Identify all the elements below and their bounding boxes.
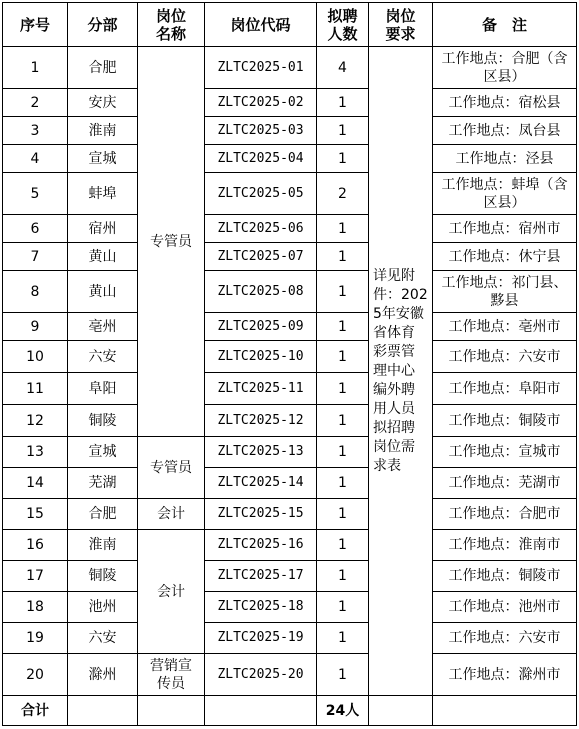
cell-post-code: ZLTC2025-07 [205, 243, 317, 271]
cell-dept: 黄山 [68, 243, 138, 271]
cell-post-code: ZLTC2025-20 [205, 654, 317, 696]
cell-post-code: ZLTC2025-05 [205, 173, 317, 215]
table-row [3, 89, 577, 117]
cell-count: 1 [317, 215, 369, 243]
cell-note: 工作地点：宣城市 [433, 437, 577, 468]
cell-note: 工作地点：池州市 [433, 592, 577, 623]
cell-dept: 黄山 [68, 271, 138, 313]
table-row [3, 654, 577, 696]
total-row [3, 696, 577, 726]
empty-cell [68, 696, 138, 726]
cell-dept: 安庆 [68, 89, 138, 117]
cell-dept: 六安 [68, 623, 138, 654]
cell-seq: 20 [3, 654, 68, 696]
table-row [3, 117, 577, 145]
cell-note: 工作地点：亳州市 [433, 313, 577, 341]
cell-post-code: ZLTC2025-17 [205, 561, 317, 592]
cell-post-name: 会计 [138, 530, 205, 654]
cell-dept: 合肥 [68, 47, 138, 89]
header-row [3, 3, 577, 47]
cell-seq: 11 [3, 373, 68, 405]
cell-note: 工作地点：蚌埠（含区县） [433, 173, 577, 215]
cell-post-code: ZLTC2025-03 [205, 117, 317, 145]
header-post-name: 岗位名称 [138, 3, 205, 47]
cell-seq: 15 [3, 499, 68, 530]
table-row [3, 243, 577, 271]
cell-note: 工作地点：宿松县 [433, 89, 577, 117]
cell-dept: 池州 [68, 592, 138, 623]
cell-post-code: ZLTC2025-10 [205, 341, 317, 373]
recruitment-table [2, 2, 577, 726]
cell-note: 工作地点：阜阳市 [433, 373, 577, 405]
cell-seq: 19 [3, 623, 68, 654]
empty-cell [205, 696, 317, 726]
cell-count: 1 [317, 623, 369, 654]
empty-cell [433, 696, 577, 726]
cell-count: 1 [317, 499, 369, 530]
cell-seq: 6 [3, 215, 68, 243]
cell-count: 1 [317, 405, 369, 437]
table-row [3, 47, 577, 89]
cell-dept: 蚌埠 [68, 173, 138, 215]
cell-count: 1 [317, 373, 369, 405]
empty-cell [369, 696, 433, 726]
cell-post-code: ZLTC2025-08 [205, 271, 317, 313]
cell-post-code: ZLTC2025-18 [205, 592, 317, 623]
header-requirement: 岗位要求 [369, 3, 433, 47]
cell-seq: 3 [3, 117, 68, 145]
cell-count: 1 [317, 530, 369, 561]
table-row [3, 405, 577, 437]
table-row [3, 215, 577, 243]
table-row [3, 530, 577, 561]
total-count: 24人 [317, 696, 369, 726]
cell-count: 1 [317, 341, 369, 373]
header-note: 备 注 [433, 3, 577, 47]
cell-post-name: 营销宣传员 [138, 654, 205, 696]
table-row [3, 313, 577, 341]
total-label: 合计 [3, 696, 68, 726]
cell-count: 1 [317, 313, 369, 341]
cell-post-code: ZLTC2025-14 [205, 468, 317, 499]
cell-count: 1 [317, 89, 369, 117]
cell-post-code: ZLTC2025-04 [205, 145, 317, 173]
cell-seq: 10 [3, 341, 68, 373]
cell-count: 1 [317, 561, 369, 592]
cell-dept: 六安 [68, 341, 138, 373]
cell-count: 4 [317, 47, 369, 89]
cell-note: 工作地点：宿州市 [433, 215, 577, 243]
cell-seq: 5 [3, 173, 68, 215]
cell-seq: 13 [3, 437, 68, 468]
cell-dept: 宣城 [68, 145, 138, 173]
cell-note: 工作地点：合肥市 [433, 499, 577, 530]
cell-dept: 阜阳 [68, 373, 138, 405]
cell-seq: 14 [3, 468, 68, 499]
cell-count: 1 [317, 243, 369, 271]
cell-note: 工作地点：铜陵市 [433, 405, 577, 437]
cell-dept: 宣城 [68, 437, 138, 468]
cell-post-name: 会计 [138, 499, 205, 530]
cell-post-name: 专管员 [138, 47, 205, 437]
cell-dept: 铜陵 [68, 405, 138, 437]
cell-note: 工作地点：泾县 [433, 145, 577, 173]
table-row [3, 468, 577, 499]
cell-dept: 宿州 [68, 215, 138, 243]
cell-requirement: 详见附件：2025年安徽省体育彩票管理中心编外聘用人员拟招聘岗位需求表 [369, 47, 433, 696]
cell-note: 工作地点：凤台县 [433, 117, 577, 145]
cell-post-code: ZLTC2025-09 [205, 313, 317, 341]
header-dept: 分部 [68, 3, 138, 47]
cell-post-code: ZLTC2025-16 [205, 530, 317, 561]
cell-post-code: ZLTC2025-06 [205, 215, 317, 243]
cell-dept: 芜湖 [68, 468, 138, 499]
cell-dept: 合肥 [68, 499, 138, 530]
cell-seq: 2 [3, 89, 68, 117]
cell-note: 工作地点：芜湖市 [433, 468, 577, 499]
cell-post-code: ZLTC2025-19 [205, 623, 317, 654]
table-row [3, 592, 577, 623]
cell-dept: 亳州 [68, 313, 138, 341]
cell-note: 工作地点：六安市 [433, 341, 577, 373]
table-row [3, 173, 577, 215]
cell-post-code: ZLTC2025-12 [205, 405, 317, 437]
cell-count: 1 [317, 117, 369, 145]
cell-note: 工作地点：休宁县 [433, 243, 577, 271]
cell-seq: 1 [3, 47, 68, 89]
table-row [3, 145, 577, 173]
cell-count: 1 [317, 271, 369, 313]
cell-dept: 淮南 [68, 117, 138, 145]
table-row [3, 623, 577, 654]
cell-seq: 4 [3, 145, 68, 173]
cell-seq: 16 [3, 530, 68, 561]
cell-seq: 18 [3, 592, 68, 623]
table-row [3, 271, 577, 313]
cell-note: 工作地点：铜陵市 [433, 561, 577, 592]
header-seq: 序号 [3, 3, 68, 47]
cell-post-name: 专管员 [138, 437, 205, 499]
cell-post-code: ZLTC2025-01 [205, 47, 317, 89]
cell-note: 工作地点：滁州市 [433, 654, 577, 696]
cell-post-code: ZLTC2025-11 [205, 373, 317, 405]
cell-note: 工作地点：淮南市 [433, 530, 577, 561]
cell-count: 1 [317, 437, 369, 468]
cell-post-code: ZLTC2025-15 [205, 499, 317, 530]
empty-cell [138, 696, 205, 726]
cell-count: 1 [317, 654, 369, 696]
cell-count: 1 [317, 468, 369, 499]
cell-note: 工作地点：祁门县、黟县 [433, 271, 577, 313]
cell-count: 1 [317, 145, 369, 173]
table-row [3, 499, 577, 530]
table-row [3, 437, 577, 468]
cell-count: 1 [317, 592, 369, 623]
cell-note: 工作地点：六安市 [433, 623, 577, 654]
cell-seq: 17 [3, 561, 68, 592]
header-count: 拟聘人数 [317, 3, 369, 47]
cell-seq: 12 [3, 405, 68, 437]
cell-dept: 滁州 [68, 654, 138, 696]
table-row [3, 373, 577, 405]
table-row [3, 561, 577, 592]
cell-seq: 8 [3, 271, 68, 313]
header-post-code: 岗位代码 [205, 3, 317, 47]
cell-seq: 7 [3, 243, 68, 271]
cell-dept: 淮南 [68, 530, 138, 561]
cell-seq: 9 [3, 313, 68, 341]
cell-note: 工作地点：合肥（含区县） [433, 47, 577, 89]
cell-count: 2 [317, 173, 369, 215]
cell-post-code: ZLTC2025-13 [205, 437, 317, 468]
cell-dept: 铜陵 [68, 561, 138, 592]
cell-post-code: ZLTC2025-02 [205, 89, 317, 117]
table-row [3, 341, 577, 373]
